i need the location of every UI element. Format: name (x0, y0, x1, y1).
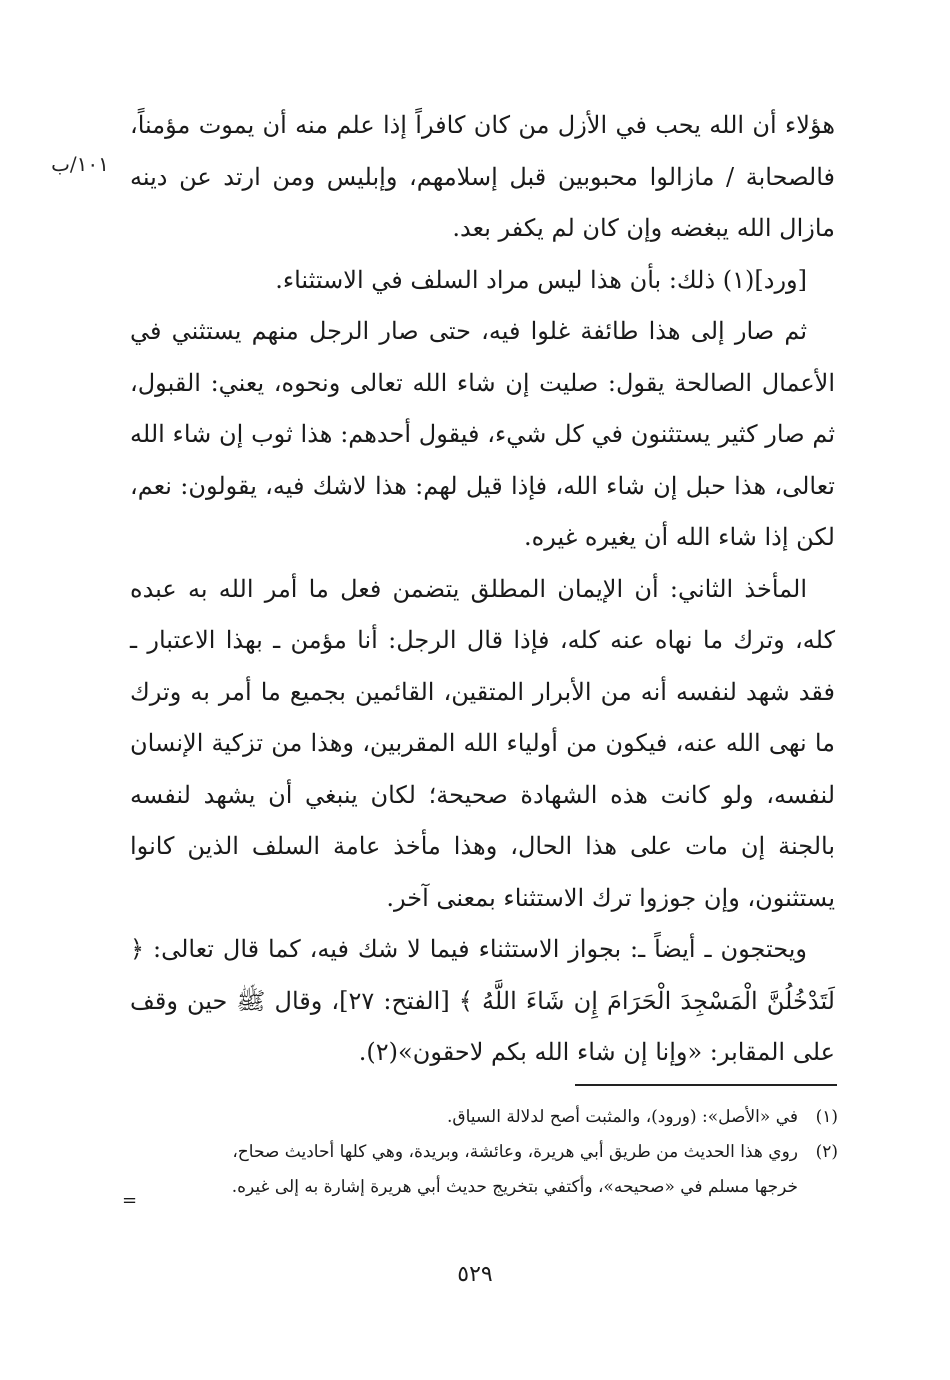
paragraph: المأخذ الثاني: أن الإيمان المطلق يتضمن فعل ما أمر الله به عبده كله، وترك ما نهاه عنه كله، فإذا قال الرجل: أنا مؤمن ـ بهذا الاعتبار ـ فقد شهد لنفسه أنه من الأبرار المتقين، القائمين بجميع ما أمر به وترك ما نهى الله عنه، فيكون من أولياء الله المقربين، وهذا من تزكية الإنسان لنفسه، ولو كانت هذه الشهادة صحيحة؛ لكان ينبغي أن يشهد لنفسه بالجنة إن مات على هذا الحال، وهذا مأخذ عامة السلف الذين كانوا يستثنون، وإن جوزوا ترك الاستثناء بمعنى آخر. (130, 574, 835, 912)
main-text (130, 100, 835, 1079)
footnote-text: روي هذا الحديث من طريق أبي هريرة، وعائشة، وبريدة، وهي كلها أحاديث صحاح، (232, 1142, 798, 1162)
paragraph: ثم صار إلى هذا طائفة غلوا فيه، حتى صار الرجل منهم يستثني في الأعمال الصالحة يقول: صليت إن شاء الله تعالى ونحوه، يعني: القبول، ثم صار كثير يستثنون في كل شيء، فيقول أحدهم: هذا ثوب إن شاء الله تعالى، هذا حبل إن شاء الله، فإذا قيل لهم: هذا لاشك فيه، يقولون: نعم، لكن إذا شاء الله أن يغيره غيره. (130, 317, 836, 551)
footnote-divider (575, 1084, 837, 1086)
footnote-text: في «الأصل»: (ورود)، والمثبت أصح لدلالة السياق. (446, 1107, 798, 1127)
paragraph: [ورد](١) ذلك: بأن هذا ليس مراد السلف في الاستثناء. (275, 265, 807, 294)
footnote-2-continued: خرجها مسلم في «صحيحه»، وأكتفي بتخريج حديث أبي هريرة إشارة به إلى غيره. (231, 1177, 798, 1197)
footnotes (118, 1100, 838, 1205)
footnote-number: (١) (815, 1107, 838, 1127)
paragraph: هؤلاء أن الله يحب في الأزل من كان كافراً إذا علم منه أن يموت مؤمناً، فالصحابة / مازالوا محبوبين قبل إسلامهم، وإبليس ومن ارتد عن دينه مازال الله يبغضه وإن كان لم يكفر بعد. (130, 111, 835, 242)
footnote-number: (٢) (815, 1142, 838, 1162)
footnote-1 (118, 1100, 838, 1135)
paragraph: ويحتجون ـ أيضاً ـ: بجواز الاستثناء فيما لا شك فيه، كما قال تعالى: ﴿ لَتَدْخُلُنَّ الْمَسْجِدَ الْحَرَامَ إِن شَاءَ اللَّهُ ﴾ [الفتح: ٢٧]، وقال ﷺ حين وقف على المقابر: «وإنا إن شاء الله بكم لاحقون»(٢). (130, 935, 835, 1066)
continuation-mark: = (122, 1190, 138, 1211)
page-number: ٥٢٩ (457, 1262, 493, 1287)
manuscript-folio-note: ١٠١/ب (51, 152, 109, 176)
footnote-2 (118, 1135, 838, 1170)
